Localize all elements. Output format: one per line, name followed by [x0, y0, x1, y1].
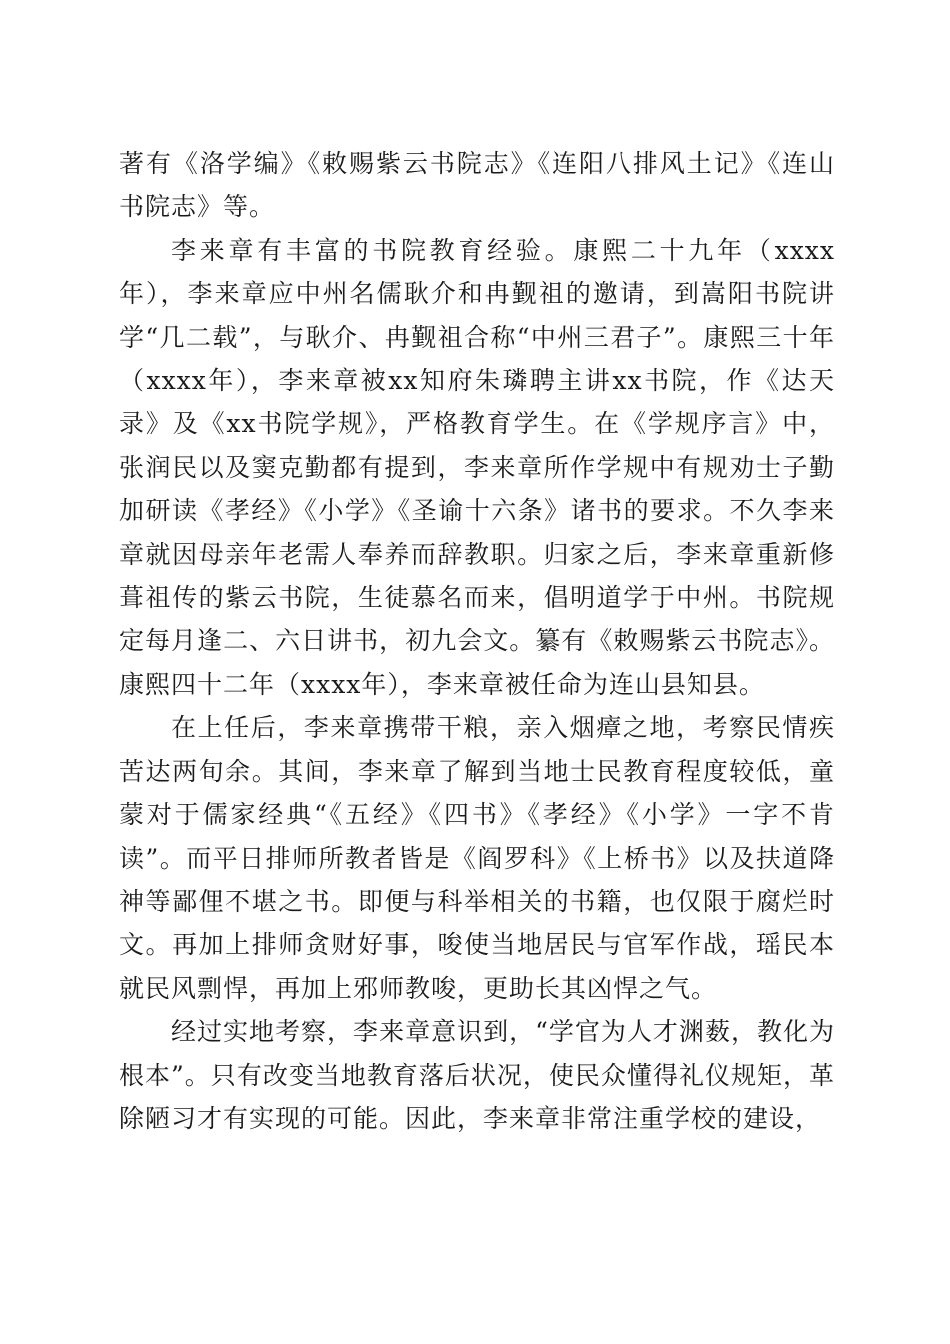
paragraph-school-building: 经过实地考察，李来章意识到，“学官为人才渊薮，教化为根本”。只有改变当地教育落后状况，使民众懂得礼仪规矩，革除陋习才有实现的可能。因此，李来章非常注重学校的建设，	[119, 1017, 835, 1133]
document-body	[119, 142, 835, 1140]
paragraph-continuation: 著有《洛学编》《敕赐紫云书院志》《连阳八排风土记》《连山书院志》等。	[119, 149, 835, 222]
paragraph-field-inspection: 在上任后，李来章携带干粮，亲入烟瘴之地，考察民情疾苦达两旬余。其间，李来章了解到当地士民教育程度较低，童蒙对于儒家经典“《五经》《四书》《孝经》《小学》一字不肯读”。而平日排师所教者皆是《阎罗科》《上桥书》以及扶道降神等鄙俚不堪之书。即便与科举相关的书籍，也仅限于腐烂时文。再加上排师贪财好事，唆使当地居民与官军作战，瑶民本就民风剽悍，再加上邪师教唆，更助长其凶悍之气。	[119, 713, 835, 1003]
paragraph-teaching-experience: 李来章有丰富的书院教育经验。康熙二十九年（xxxx年），李来章应中州名儒耿介和冉觐祖的邀请，到嵩阳书院讲学“几二载”，与耿介、冉觐祖合称“中州三君子”。康熙三十年（xxxx年），李来章被xx知府朱璘聘主讲xx书院，作《达天录》及《xx书院学规》，严格教育学生。在《学规序言》中，张润民以及窦克勤都有提到，李来章所作学规中有规劝士子勤加研读《孝经》《小学》《圣谕十六条》诸书的要求。不久李来章就因母亲年老需人奉养而辞教职。归家之后，李来章重新修葺祖传的紫云书院，生徒慕名而来，倡明道学于中州。书院规定每月逢二、六日讲书，初九会文。纂有《敕赐紫云书院志》。康熙四十二年（xxxx年），李来章被任命为连山县知县。	[119, 235, 835, 699]
